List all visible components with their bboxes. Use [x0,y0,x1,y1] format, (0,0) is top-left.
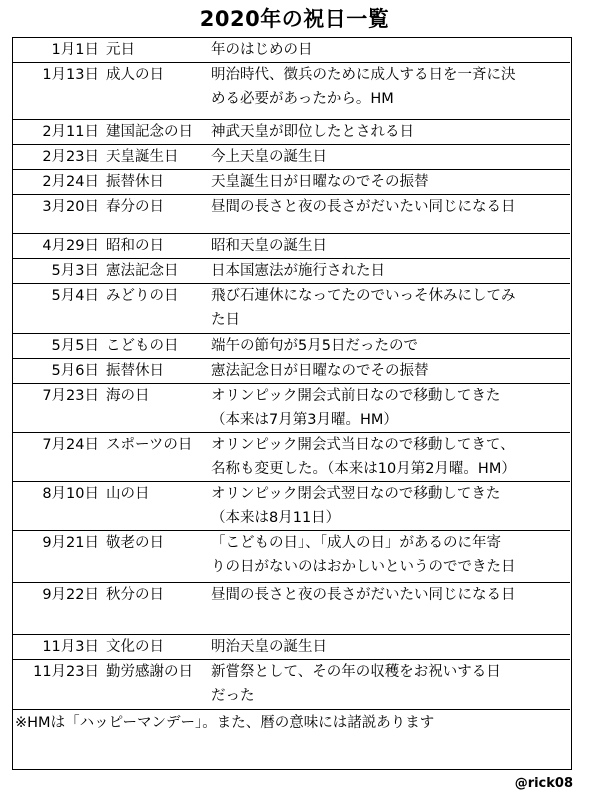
holiday-description-line: 端午の節句が5月5日だったので [211,338,418,354]
holiday-date: 5月3日 [51,263,99,279]
table-row [13,63,570,120]
holiday-date: 2月23日 [42,149,99,165]
table-row [13,259,570,284]
table-row [13,384,570,433]
holiday-description-line: 明治天皇の誕生日 [211,639,327,655]
table-row [13,145,570,170]
holiday-date: 7月23日 [42,388,99,404]
holiday-name: 振替休日 [106,363,164,379]
holiday-name: 成人の日 [106,67,164,83]
holiday-name: 勤労感謝の日 [106,664,193,680]
holiday-name: スポーツの日 [106,437,193,453]
holiday-name: 海の日 [106,388,150,404]
holiday-description-line: りの日がないのはおかしいというのでできた日 [211,559,516,575]
table-row [13,234,570,259]
footnote: ※HMは「ハッピーマンデー」。また、暦の意味には諸説あります [15,715,435,731]
holiday-date: 1月1日 [51,42,99,58]
holiday-description-line: オリンピック開会式前日なので移動してきた [211,388,501,404]
table-row [13,170,570,195]
holiday-description-line: （本来は7月第3月曜。HM） [211,412,398,428]
holiday-description-line: た日 [211,312,240,328]
holiday-name: 山の日 [106,486,150,502]
holiday-date: 8月10日 [42,486,99,502]
table-row [13,635,570,660]
table-row [13,284,570,334]
table-row [13,583,570,635]
table-row [13,660,570,710]
table-row [13,531,570,583]
holiday-description-line: 飛び石連休になってたのでいっそ休みにしてみ [211,288,516,304]
holiday-date: 11月3日 [42,639,99,655]
holiday-date: 9月22日 [42,587,99,603]
holiday-description-line: 昼間の長さと夜の長さがだいたい同じになる日 [211,587,516,603]
holiday-date: 3月20日 [42,199,99,215]
holiday-description-line: める必要があったから。HM [211,91,394,107]
holiday-date: 2月24日 [42,174,99,190]
holiday-description-line: 日本国憲法が施行された日 [211,263,385,279]
holiday-description-line: 名称も変更した。（本来は10月第2月曜。HM） [211,461,516,477]
table-row [13,38,570,63]
holiday-name: 天皇誕生日 [106,149,179,165]
holiday-name: みどりの日 [106,288,179,304]
holiday-date: 2月11日 [42,124,99,140]
holiday-name: 建国記念の日 [106,124,193,140]
credit-handle: @rick08 [514,776,573,791]
holiday-name: 秋分の日 [106,587,164,603]
holiday-description-line: 昼間の長さと夜の長さがだいたい同じになる日 [211,199,516,215]
holiday-description-line: 憲法記念日が日曜なのでその振替 [211,363,429,379]
holiday-date: 5月4日 [51,288,99,304]
holiday-name: 憲法記念日 [106,263,179,279]
holiday-date: 9月21日 [42,535,99,551]
holiday-description-line: （本来は8月11日） [211,510,341,526]
holiday-description-line: オリンピック閉会式翌日なので移動してきた [211,486,501,502]
holiday-description-line: だった [211,688,255,704]
holiday-description-line: 「こどもの日」、「成人の日」があるのに年寄 [211,535,501,551]
holiday-date: 11月23日 [33,664,99,680]
holiday-description-line: 神武天皇が即位したとされる日 [211,124,414,140]
holiday-name: 昭和の日 [106,238,164,254]
page-title: 2020年の祝日一覧 [199,7,390,31]
holiday-name: こどもの日 [106,338,179,354]
holiday-description-line: 天皇誕生日が日曜なのでその振替 [211,174,429,190]
holiday-description-line: オリンピック開会式当日なので移動してきて、 [211,437,515,453]
table-row [13,433,570,482]
holiday-description-line: 新嘗祭として、その年の収穫をお祝いする日 [211,664,501,680]
holiday-date: 5月6日 [51,363,99,379]
holiday-name: 文化の日 [106,639,164,655]
holiday-description-line: 年のはじめの日 [211,42,313,58]
holiday-date: 1月13日 [42,67,99,83]
holiday-table [12,37,572,770]
table-row [13,120,570,145]
table-row [13,359,570,384]
table-row [13,482,570,531]
holiday-description-line: 明治時代、徴兵のために成人する日を一斉に決 [211,67,516,83]
holiday-description-line: 昭和天皇の誕生日 [211,238,327,254]
holiday-name: 春分の日 [106,199,164,215]
holiday-date: 5月5日 [51,338,99,354]
table-row [13,195,570,234]
holiday-name: 振替休日 [106,174,164,190]
holiday-date: 4月29日 [42,238,99,254]
holiday-description-line: 今上天皇の誕生日 [211,149,327,165]
table-row [13,334,570,359]
holiday-name: 元日 [106,42,135,58]
holiday-date: 7月24日 [42,437,99,453]
holiday-name: 敬老の日 [106,535,164,551]
